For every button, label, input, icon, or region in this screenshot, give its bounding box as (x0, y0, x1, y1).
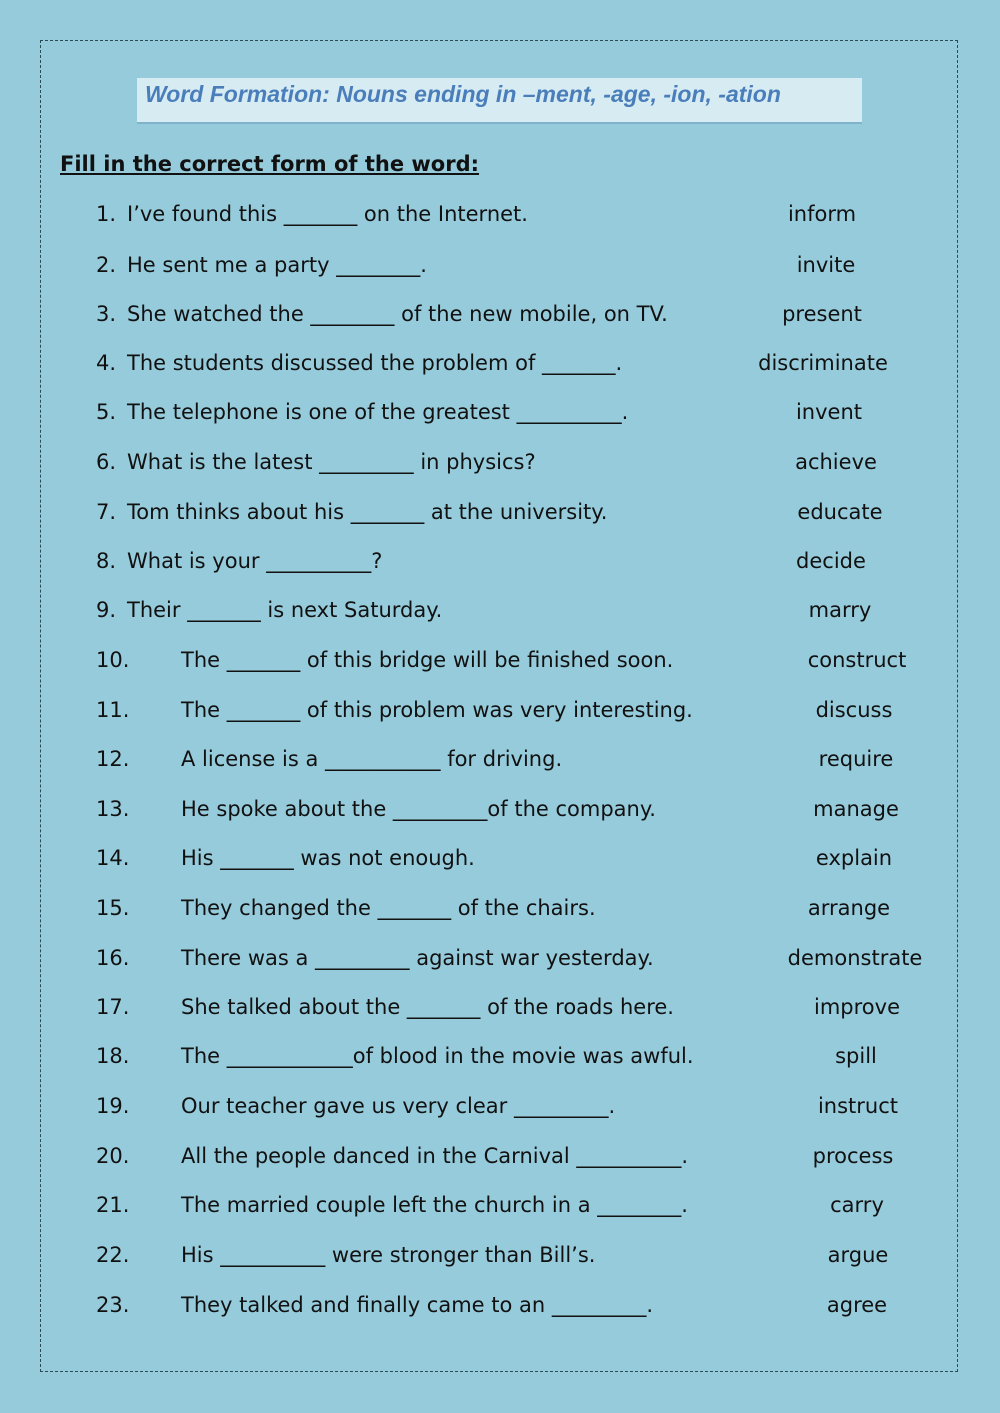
question-sentence: They talked and finally came to an _________. (181, 1293, 654, 1317)
question-row (0, 695, 1000, 725)
question-sentence: She watched the ________ of the new mobile, on TV. (127, 302, 668, 326)
base-word: decide (796, 549, 866, 573)
question-row (0, 843, 1000, 873)
question-sentence: What is your __________? (127, 549, 383, 573)
question-number: 20. (96, 1144, 130, 1168)
question-sentence: What is the latest _________ in physics? (127, 450, 536, 474)
question-row (0, 250, 1000, 280)
base-word: inform (787, 202, 857, 226)
question-number: 4. (96, 351, 117, 375)
base-word: invent (795, 400, 863, 424)
base-word: require (818, 747, 894, 771)
question-sentence: The telephone is one of the greatest __________. (127, 400, 629, 424)
question-number: 15. (96, 896, 130, 920)
question-sentence: A license is a ___________ for driving. (181, 747, 563, 771)
question-number: 1. (96, 202, 117, 226)
question-number: 13. (96, 797, 130, 821)
question-number: 17. (96, 995, 130, 1019)
question-row (0, 1290, 1000, 1320)
question-row (0, 595, 1000, 625)
base-word: explain (815, 846, 893, 870)
question-row (0, 992, 1000, 1022)
base-word: agree (826, 1293, 888, 1317)
question-row (0, 1190, 1000, 1220)
instruction-heading: Fill in the correct form of the word: (60, 152, 480, 176)
question-row (0, 299, 1000, 329)
question-row (0, 546, 1000, 576)
question-sentence: He spoke about the _________of the company. (181, 797, 656, 821)
question-number: 18. (96, 1044, 130, 1068)
question-row (0, 1091, 1000, 1121)
question-row (0, 943, 1000, 973)
question-sentence: Their _______ is next Saturday. (127, 598, 443, 622)
base-word: discuss (815, 698, 893, 722)
question-number: 12. (96, 747, 130, 771)
question-row (0, 397, 1000, 427)
question-number: 23. (96, 1293, 130, 1317)
base-word: improve (814, 995, 900, 1019)
question-number: 21. (96, 1193, 130, 1217)
question-sentence: Our teacher gave us very clear _________. (181, 1094, 616, 1118)
question-sentence: There was a _________ against war yesterday. (181, 946, 654, 970)
base-word: spill (835, 1044, 877, 1068)
base-word: manage (813, 797, 899, 821)
question-sentence: His _______ was not enough. (181, 846, 475, 870)
question-sentence: She talked about the _______ of the roads here. (181, 995, 674, 1019)
base-word: educate (797, 500, 883, 524)
question-sentence: The ____________of blood in the movie was awful. (181, 1044, 694, 1068)
worksheet-title: Word Formation: Nouns ending in –ment, -age, -ion, -ation (145, 81, 781, 107)
question-sentence: I’ve found this _______ on the Internet. (127, 202, 528, 226)
question-sentence: All the people danced in the Carnival __________. (181, 1144, 689, 1168)
question-number: 22. (96, 1243, 130, 1267)
question-row (0, 794, 1000, 824)
question-number: 16. (96, 946, 130, 970)
question-number: 9. (96, 598, 117, 622)
question-sentence: They changed the _______ of the chairs. (181, 896, 596, 920)
question-sentence: His __________ were stronger than Bill’s. (181, 1243, 596, 1267)
base-word: process (812, 1144, 894, 1168)
question-number: 7. (96, 500, 117, 524)
question-row (0, 1240, 1000, 1270)
question-number: 19. (96, 1094, 130, 1118)
question-row (0, 497, 1000, 527)
question-sentence: The married couple left the church in a ________. (181, 1193, 688, 1217)
base-word: invite (796, 253, 856, 277)
question-row (0, 1041, 1000, 1071)
question-sentence: He sent me a party ________. (127, 253, 427, 277)
question-sentence: The _______ of this problem was very interesting. (181, 698, 693, 722)
question-row (0, 1141, 1000, 1171)
base-word: arrange (807, 896, 891, 920)
question-row (0, 348, 1000, 378)
question-row (0, 199, 1000, 229)
base-word: achieve (795, 450, 877, 474)
base-word: discriminate (758, 351, 888, 375)
question-sentence: Tom thinks about his _______ at the university. (127, 500, 608, 524)
question-row (0, 447, 1000, 477)
question-number: 14. (96, 846, 130, 870)
question-row (0, 744, 1000, 774)
question-sentence: The _______ of this bridge will be finished soon. (181, 648, 674, 672)
question-number: 5. (96, 400, 117, 424)
question-number: 3. (96, 302, 117, 326)
question-number: 6. (96, 450, 117, 474)
question-number: 10. (96, 648, 130, 672)
base-word: marry (808, 598, 872, 622)
base-word: carry (830, 1193, 884, 1217)
base-word: instruct (817, 1094, 899, 1118)
base-word: present (782, 302, 862, 326)
base-word: construct (807, 648, 907, 672)
question-number: 8. (96, 549, 117, 573)
question-row (0, 645, 1000, 675)
base-word: argue (827, 1243, 889, 1267)
question-number: 2. (96, 253, 117, 277)
question-sentence: The students discussed the problem of _______. (127, 351, 623, 375)
question-number: 11. (96, 698, 130, 722)
base-word: demonstrate (787, 946, 923, 970)
question-row (0, 893, 1000, 923)
